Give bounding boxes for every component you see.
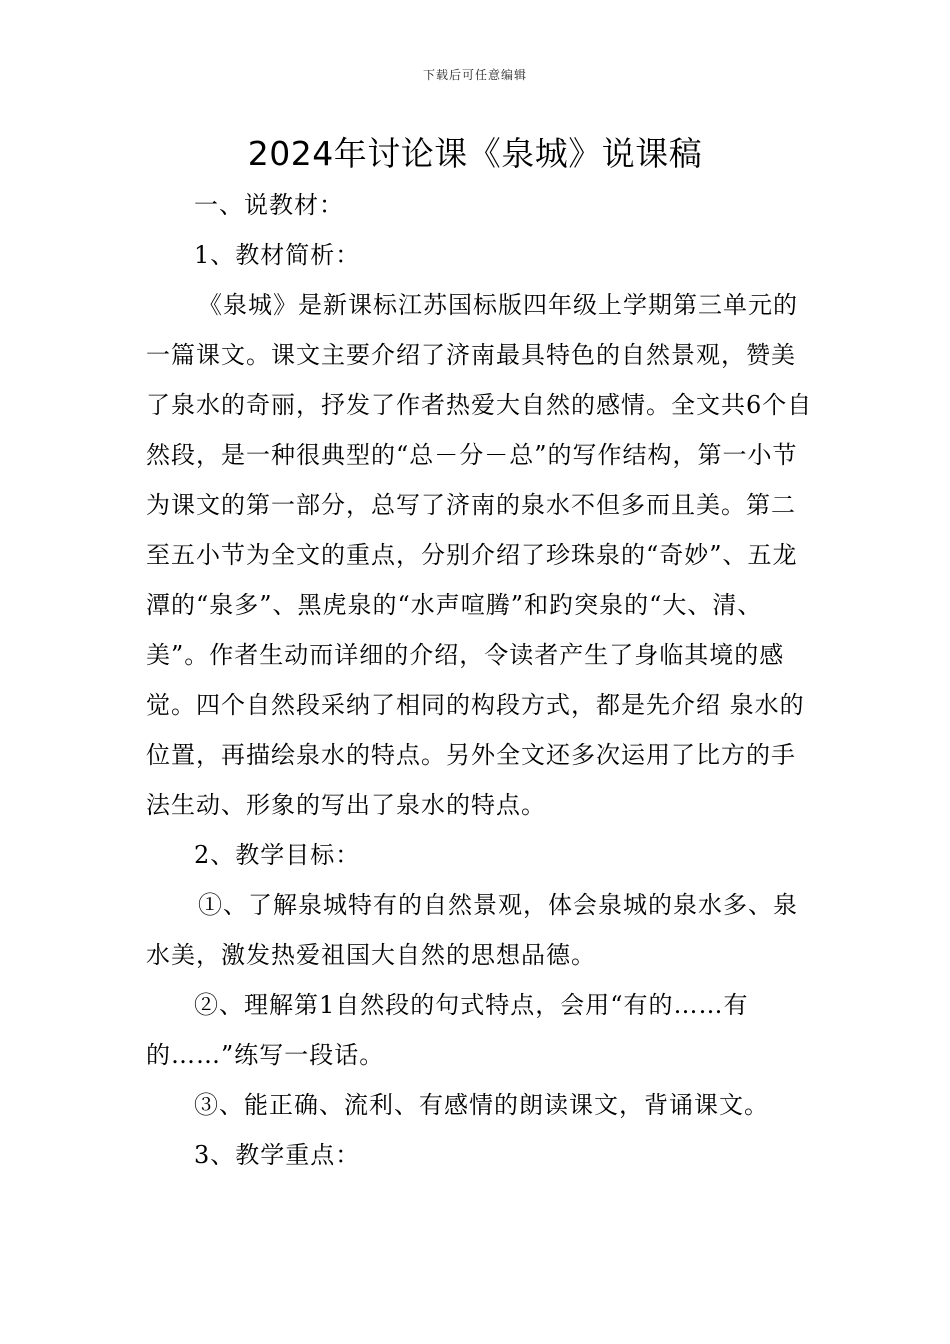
teaching-goal-1: ①、了解泉城特有的自然景观，体会泉城的泉水多、泉水美，激发热爱祖国大自然的思想品德。 xyxy=(146,891,798,969)
subheading-teaching-goals: 2、教学目标： xyxy=(194,841,361,869)
document-title: 2024年讨论课《泉城》说课稿 xyxy=(247,134,703,173)
document-body xyxy=(146,180,816,1180)
teaching-goal-2: ②、理解第1自然段的句式特点，会用“有的……有的……”练写一段话。 xyxy=(146,991,749,1069)
teaching-goal-3: ③、能正确、流利、有感情的朗读课文，背诵课文。 xyxy=(194,1091,769,1119)
subheading-teaching-focus: 3、教学重点： xyxy=(194,1141,361,1169)
paragraph-material-analysis: 《泉城》是新课标江苏国标版四年级上学期第三单元的一篇课文。课文主要介绍了济南最具特色的自然景观，赞美了泉水的奇丽，抒发了作者热爱大自然的感情。全文共6个自然段，是一种很典型的“总－分－总”的写作结构，第一小节为课文的第一部分，总写了济南的泉水不但多而且美。第二至五小节为全文的重点，分别介绍了珍珠泉的“奇妙”、五龙潭的“泉多”、黑虎泉的“水声喧腾”和趵突泉的“大、清、美”。作者生动而详细的介绍，令读者产生了身临其境的感觉。四个自然段采纳了相同的构段方式，都是先介绍 泉水的位置，再描绘泉水的特点。另外全文还多次运用了比方的手法生动、形象的写出了泉水的特点。 xyxy=(146,291,813,819)
subheading-material-analysis: 1、教材简析： xyxy=(194,241,361,269)
section-heading-teaching-material: 一、说教材： xyxy=(194,191,344,219)
header-note: 下载后可任意编辑 xyxy=(422,68,527,82)
